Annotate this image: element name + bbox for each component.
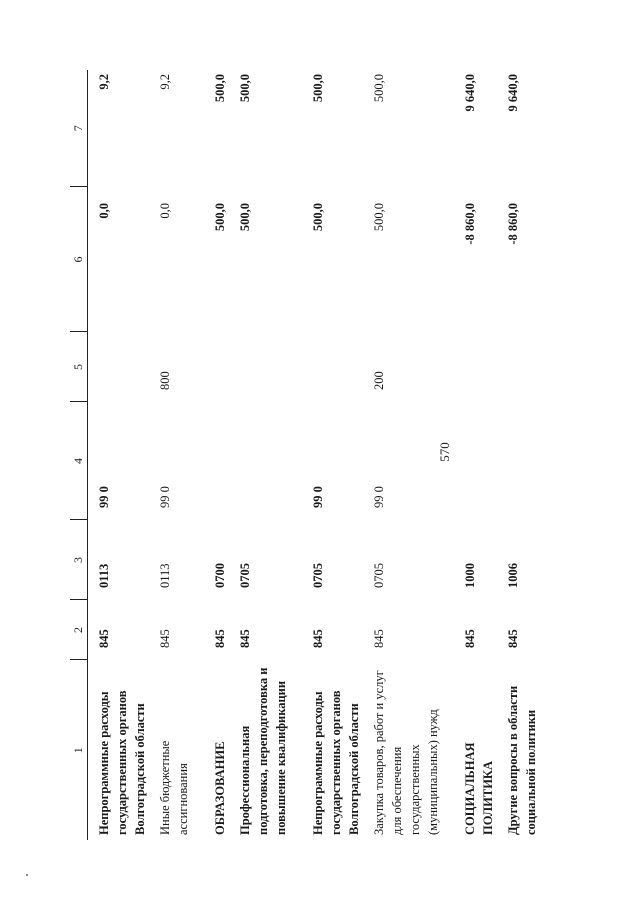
table-body [88, 70, 541, 840]
row-name-cell: ОБРАЗОВАНИЕ [213, 741, 227, 835]
budget-table [70, 70, 540, 840]
header-cell: 1 [70, 660, 88, 840]
row-c2-cell: 845 [463, 629, 477, 648]
row-c3-cell: 0705 [372, 563, 386, 588]
row-name-cell: Иные бюджетные ассигнования [158, 740, 190, 835]
row-c7-cell: 9,2 [97, 74, 111, 90]
row-name-cell: Профессиональная подготовка, переподготовка и повышение квалификации [238, 667, 288, 835]
row-c5-cell: 200 [372, 371, 386, 390]
table-row [88, 70, 150, 840]
row-c4-cell: 99 0 [372, 486, 386, 508]
row-name-cell: Непрограммные расходы государственных органов Волгоградской области [97, 690, 147, 835]
row-c5-cell [497, 332, 540, 402]
row-c5-cell [88, 332, 150, 402]
row-c7-cell: 500,0 [311, 74, 325, 103]
header-cell: 7 [70, 70, 88, 187]
row-c3-cell: 0113 [158, 563, 172, 588]
table-row [497, 70, 540, 840]
row-c6-cell: -8 860,0 [463, 203, 477, 245]
row-c7-cell: 500,0 [238, 74, 252, 103]
row-c7-cell: 9,2 [158, 74, 172, 90]
row-name-cell: Другие вопросы в области социальной политики [506, 685, 538, 835]
row-spacer [290, 70, 302, 840]
row-c3-cell: 0700 [213, 563, 227, 588]
row-name-cell: Непрограммные расходы государственных органов Волгоградской области [311, 690, 361, 835]
spacer-cell [442, 70, 454, 840]
table-row [149, 70, 192, 840]
row-c7-cell: 500,0 [213, 74, 227, 103]
row-c3-cell: 0705 [238, 563, 252, 588]
header-cell: 4 [70, 402, 88, 520]
row-c4-cell: 99 0 [311, 486, 325, 508]
header-cell: 2 [70, 600, 88, 660]
table-row [302, 70, 363, 840]
row-c6-cell: 500,0 [238, 203, 252, 232]
row-c4-cell [229, 402, 290, 520]
row-c6-cell: 500,0 [372, 203, 386, 232]
row-c2-cell: 845 [238, 629, 252, 648]
row-c2-cell: 845 [158, 629, 172, 648]
header-row [70, 70, 88, 840]
row-c7-cell: 9 640,0 [463, 74, 477, 112]
row-c5-cell [204, 332, 229, 402]
page-number: 570 [437, 442, 452, 462]
row-c2-cell: 845 [213, 629, 227, 648]
row-c7-cell: 500,0 [372, 74, 386, 103]
row-c4-cell [454, 402, 497, 520]
row-c3-cell: 1006 [506, 563, 520, 588]
row-c4-cell: 99 0 [158, 486, 172, 508]
row-c7-cell: 9 640,0 [506, 74, 520, 112]
row-spacer [442, 70, 454, 840]
row-name-cell: СОЦИАЛЬНАЯ ПОЛИТИКА [463, 742, 495, 835]
row-spacer [192, 70, 204, 840]
spacer-cell [192, 70, 204, 840]
row-c4-cell [204, 402, 229, 520]
row-c4-cell [497, 402, 540, 520]
row-c6-cell: 500,0 [213, 203, 227, 232]
row-c2-cell: 845 [372, 629, 386, 648]
table-row [454, 70, 497, 840]
row-c2-cell: 845 [97, 629, 111, 648]
row-c6-cell: 0,0 [97, 203, 111, 219]
header-cell: 5 [70, 332, 88, 402]
header-cell: 3 [70, 520, 88, 600]
row-c5-cell [302, 332, 363, 402]
scan-speck [26, 874, 28, 876]
spacer-cell [290, 70, 302, 840]
row-c2-cell: 845 [506, 629, 520, 648]
row-c3-cell: 0705 [311, 563, 325, 588]
row-c3-cell: 1000 [463, 563, 477, 588]
header-cell: 6 [70, 187, 88, 332]
row-c5-cell: 800 [158, 371, 172, 390]
row-c2-cell: 845 [311, 629, 325, 648]
row-c6-cell: -8 860,0 [506, 203, 520, 245]
table-row [229, 70, 290, 840]
row-c5-cell [229, 332, 290, 402]
row-c4-cell: 99 0 [97, 486, 111, 508]
row-name-cell: Закупка товаров, работ и услуг для обеспечения государственных (муниципальных) нужд [372, 670, 440, 835]
row-c5-cell [454, 332, 497, 402]
budget-table-rotated [70, 70, 538, 840]
row-c3-cell: 0113 [97, 563, 111, 588]
row-c6-cell: 500,0 [311, 203, 325, 232]
table-row [363, 70, 442, 840]
row-c6-cell: 0,0 [158, 203, 172, 219]
table-row [204, 70, 229, 840]
